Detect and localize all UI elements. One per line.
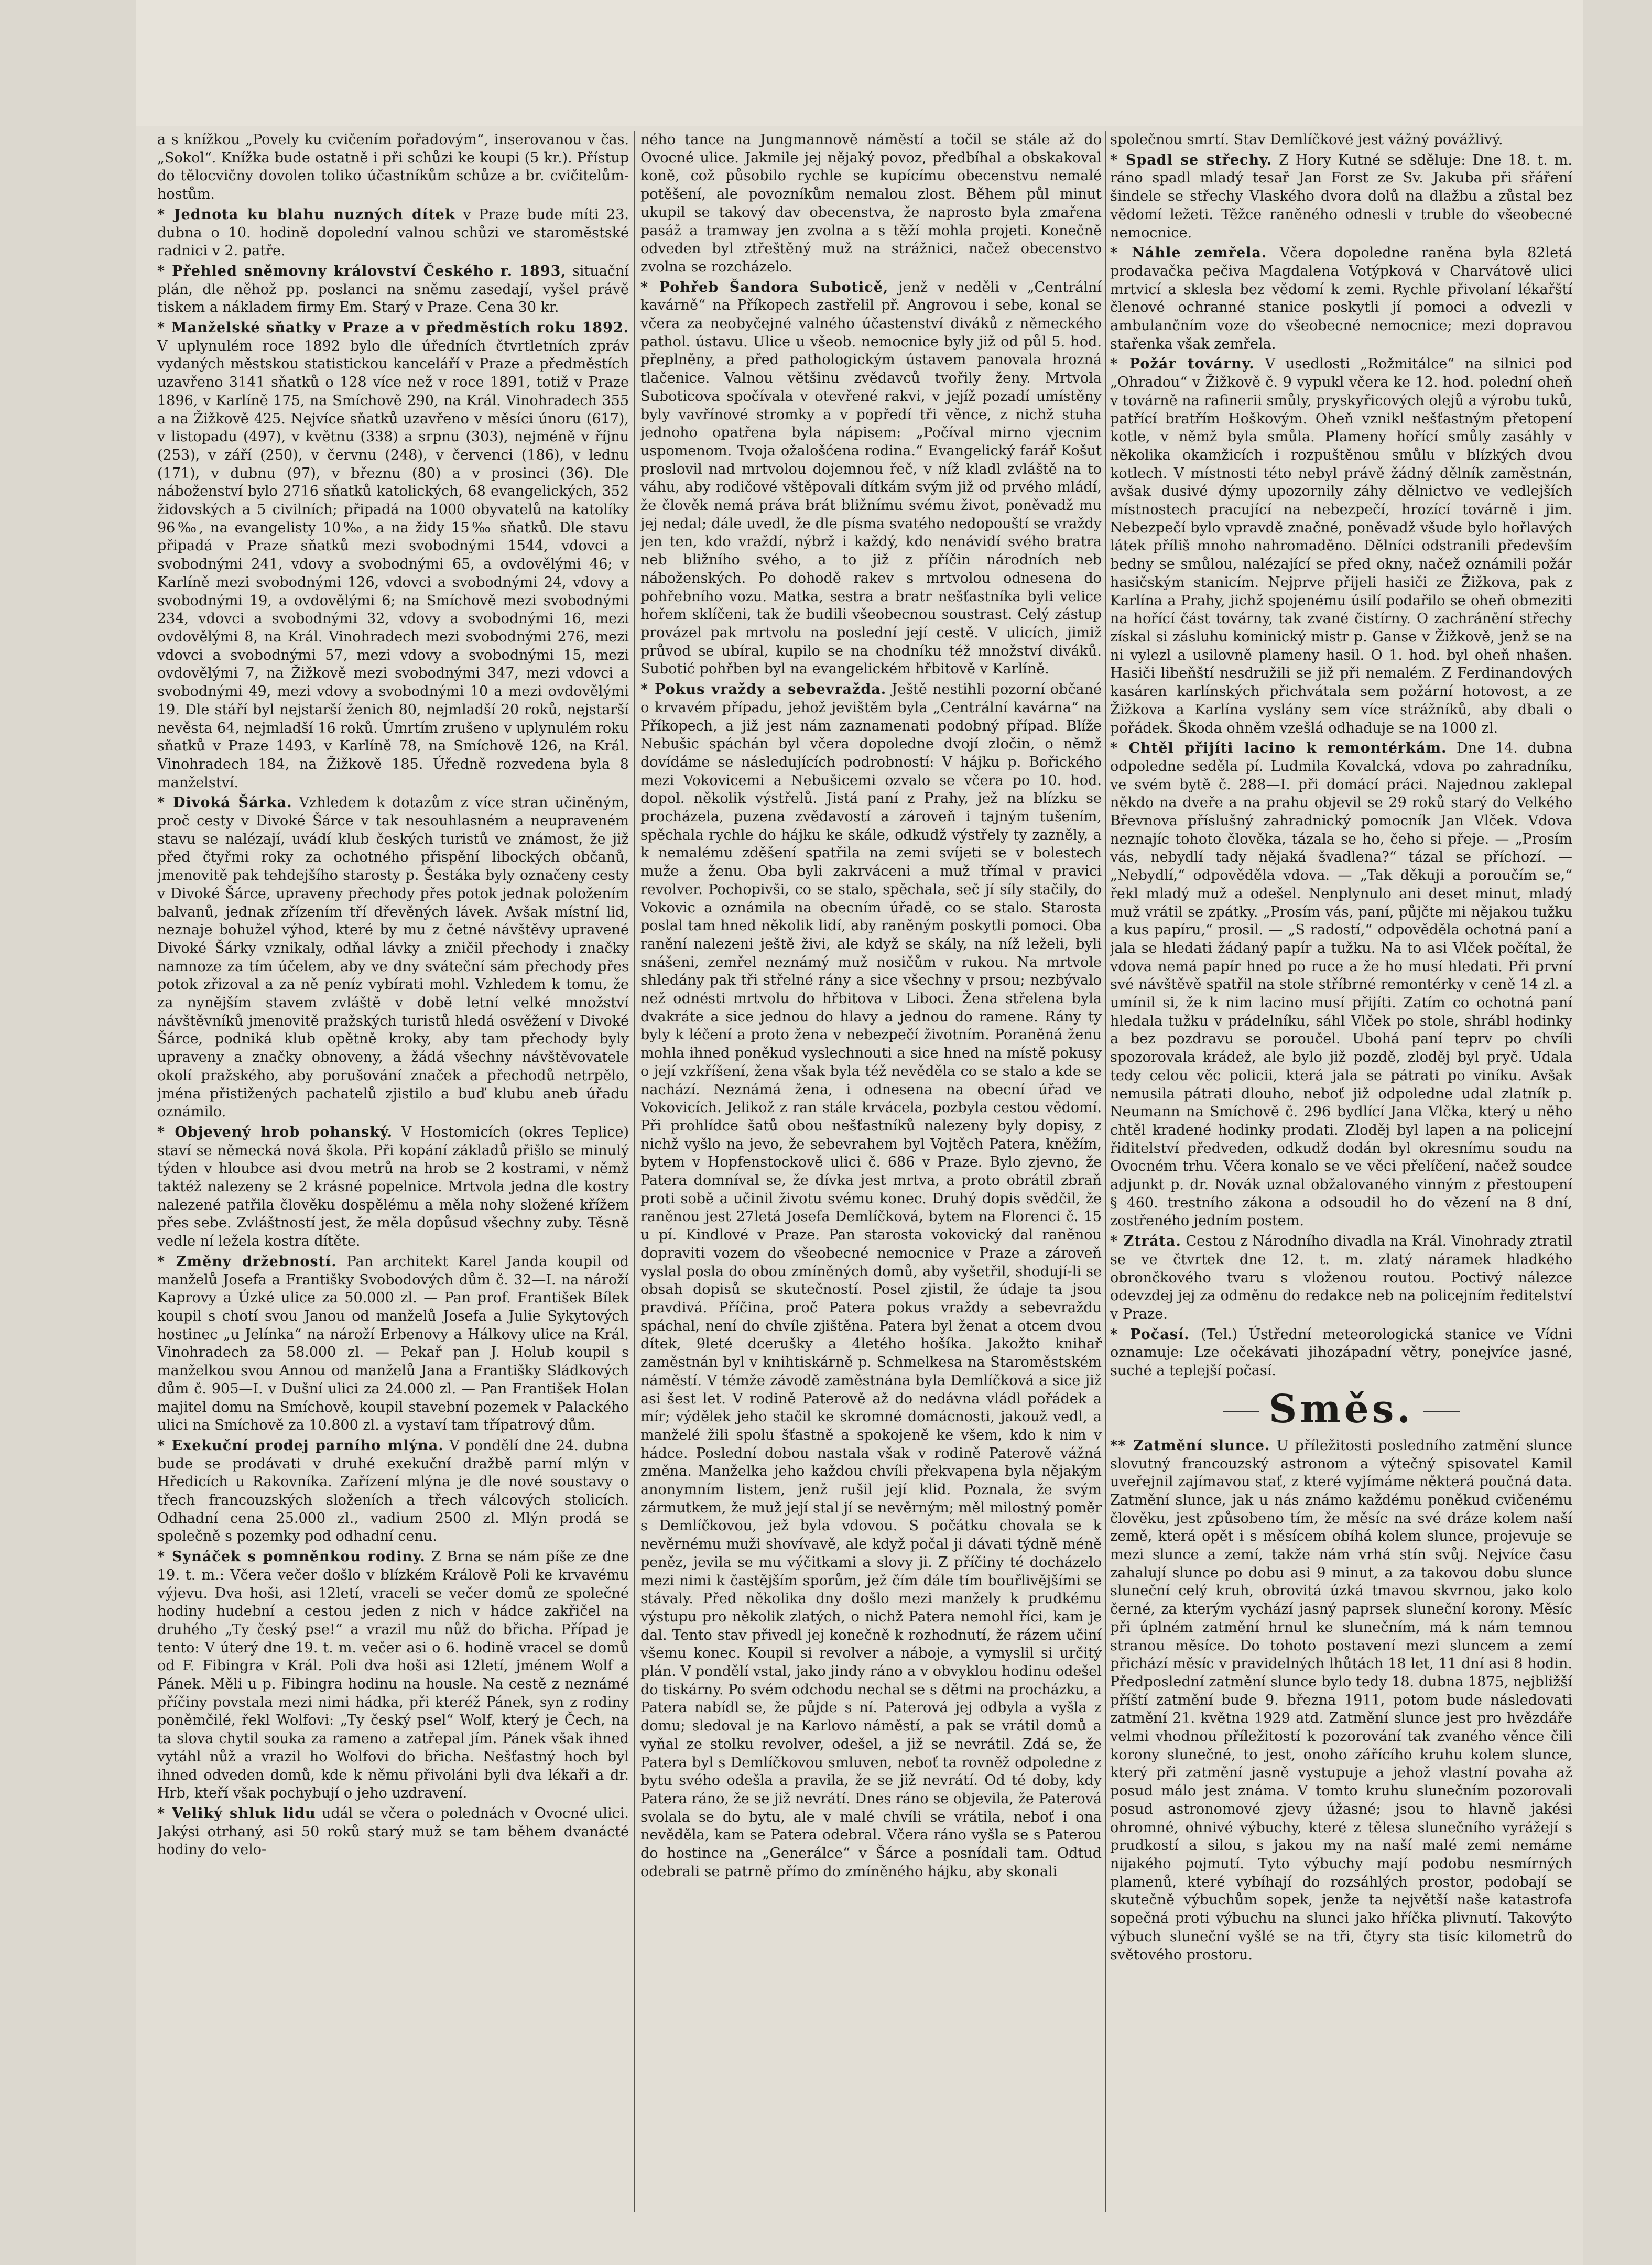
- article-paragraph: [640, 131, 1102, 277]
- article-text: V uplynulém roce 1892 bylo dle úředních čtvrtletních zpráv vydaných městskou statistickou kanceláří v Praze a předměstích uzavřeno 3141 sňatků o 128 více než v roce 1891, totiž v Praze 1896, v Karlíně 175, na Smíchově 290, na Král. Vinohradech 355 a na Žižkově 425. Nejvíce sňatků uzavřeno v měsíci únoru (617), v listopadu (497), v květnu (338) a srpnu (303), nejméně v říjnu (253), v září (250), v červnu (248), v červenci (186), v lednu (171), v dubnu (97), v březnu (80) a v prosinci (36). Dle náboženství bylo 2716 sňatků katolických, 68 evangelických, 352 židovských a 5 civilních; připadá na 1000 obyvatelů na katolíky 96‰, na evangelisty 10‰, a na židy 15‰ sňatků. Dle stavu připadá v Praze sňatků mezi svobodnými 1544, vdovci a svobodnými 241, vdovy a svobodnými 65, a ovdovělými 46; v Karlíně mezi svobodnými 126, vdovci a svobodnými 24, vdovy a svobodnými 19, a ovdovělými 6; na Smíchově mezi svobodnými 234, vdovci a svobodnými 32, vdovy a svobodnými 16, mezi ovdovělými 8, na Král. Vinohradech mezi svobodnými 276, mezi vdovci a svobodnými 57, mezi vdovy a svobodnými 15, mezi ovdovělými 7, na Žižkově mezi svobodnými 347, mezi vdovci a svobodnými 49, mezi vdovy a svobodnými 10 a mezi ovdovělými 19. Dle stáří byl nejstarší ženich 80, nejmladší 20 roků, nejstarší nevěsta 64, nejmladší 16 roků. Úmrtím zrušeno v uplynulém roku sňatků v Praze 1493, v Karlíně 78, na Smíchově 126, na Král. Vinohradech 184, na Žižkově 185. Úředně rozvedena byla 8 manželství.: [157, 337, 629, 791]
- article-paragraph: [1110, 151, 1572, 243]
- article-paragraph: [640, 279, 1102, 679]
- article-headline: * Pohřeb Šandora Suboticě,: [640, 279, 889, 296]
- article-text: ného tance na Jungmannově náměstí a točil se stále až do Ovocné ulice. Jakmile jej nějaký povoz, předbíhal a obskakoval koně, což působilo rychle se kupícímu obecenstvu nemalé potěšení, ale povozníkům nemalou zlost. Během půl minut ukupil se takový dav obecenstva, že naprosto byla zmařena pasáž a tramway jen zvolna a s těží mohla projeti. Konečně odveden byl ztřeštěný muž na strážnici, načež obecenstvo zvolna se rozcházelo.: [640, 132, 1102, 275]
- article-text: společnou smrtí. Stav Demlíčkové jest vážný povážlivý.: [1110, 132, 1503, 148]
- article-text: U příležitosti posledního zatmění slunce slovutný francouzský astronom a výtečný spisovatel Kamil uveřejnil zajímavou stať, z které vyjímáme některá poučná data. Zatmění slunce, jak u nás známo každému poněkud cvičenému člověku, jest způsobeno tím, že měsíc na své dráze kolem naší země, která opět i s měsícem obíhá kolem slunce, projevuje se mezi slunce a zemí, takže nám vrhá stín svůj. Nejvíce času zahalují slunce po dobu asi 9 minut, a za takovou dobu slunce sluneční celý kruh, obrovitá úzká tmavou skvrnou, jako kolo černé, za kterým vychází jasný paprsek sluneční korony. Měsíc při úplném zatmění hrnul ke slunečním, má k nám temnou stranou měsíce. Do tohoto postavení mezi sluncem a zemí přichází měsíc v pravidelných lhůtách 18 let, 11 dní asi 8 hodin. Předposlední zatmění slunce bylo tedy 18. dubna 1875, nejbližší příští zatmění bude 9. března 1911, potom bude následovati zatmění 21. května 1929 atd. Zatmění slunce jest pro hvězdáře velmi vhodnou příležitostí k pozorování tak zvaného věnce čili korony slunečné, to jest, onoho zářícího kruhu kolem slunce, který při zatmění jasně vystupuje a jehož vlastní povaha až posud málo jest známa. V tomto kruhu slunečním pozorovali posud astronomové zjevy úžasné; jsou to hlavně jakési ohromné, ohnivé výbuchy, které z tělesa slunečního vyrážejí s prudkostí a silou, s jakou my na naší malé zemi nemáme nijakého pojmutí. Tyto výbuchy mají podobu nesmírných plamenů, které vybíhají do rozsáhlých prostor, podobají se skutečně výbuchům sopek, jenže ta největší naše katastrofa sopečná proti výbuchu na slunci jako hříčka plivnutí. Takovýto výbuch sluneční vyšlé se na tři, čtyry sta tisíc kilometrů do světového prostoru.: [1110, 1437, 1572, 1963]
- article-text: Včera dopoledne raněna byla 82letá prodavačka pečiva Magdalena Votýpková v Charvátově ulici mrtvicí a sklesla bez vědomí k zemi. Rychle přivolaní lékařští členové ochranné stanice poskytli jí pomoci a odvezli v ambulančním voze do všeobecné nemocnice; mezi dopravou stařenka však zemřela.: [1110, 245, 1572, 352]
- column-divider: [634, 131, 635, 2212]
- article-text: jenž v neděli v „Centrální kavárně“ na Příkopech zastřelil př. Angrovou i sebe, konal se včera za neobyčejné valného účastenství diváků z německého pathol. ústavu. Ulice u všeob. nemocnice byly již od půl 5. hod. přeplněny, a před pathologickým ústavem panovala hrozná tlačenice. Valnou většinu zvědavců tvořily ženy. Mrtvola Suboticova spočívala v otevřené rakvi, v jejíž pozadí umístěny byly vavřínové stromky a v popředí tři věnce, z nichž stuha jednoho opatřena byla nápisem: „Počíval mirno vjecnim uspomenom. Tvoja ožalošćena rodina.“ Evangelický farář Košut proslovil nad mrtvolou dojemnou řeč, v níž kladl zvláště na to váhu, aby rodičové vštěpovali dítkám svým již od prvého mládí, že člověk nemá práva brát bližnímu svému život, poněvadž mu jej nedal; dále uvedl, že dle písma svatého nedopouští se vraždy jen ten, kdo vraždí, nýbrž i každý, kdo nenávidí svého bratra neb bližního svého, a to již z příčin národních neb náboženských. Po dohodě rakev s mrtvolou odnesena do pohřebního vozu. Matka, sestra a bratr nešťastníka byli velice hořem sklíčeni, tak že budili všeobecnou soustrast. Celý zástup provázel pak mrtvolu na poslední její cestě. V ulicích, jimiž průvod se ubíral, kupilo se na chodníku též množství diváků. Subotić pohřben byl na evangelickém hřbitově v Karlíně.: [640, 279, 1102, 678]
- article-paragraph: [157, 319, 629, 792]
- article-text: Z Hory Kutné se sděluje: Dne 18. t. m. ráno spadl mladý tesař Jan Forst ze Sv. Jakuba při sřáření šindele se střechy Vlaského dvora dolů na dlažbu a zůstal bez vědomí ležeti. Těžce raněného odnesli v truble do všeobecné nemocnice.: [1110, 151, 1572, 241]
- article-text: V pondělí dne 24. dubna bude se prodávati v druhé exekuční dražbě parní mlýn v Hředicích u Rakovníka. Zařízení mlýna je dle nové soustavy o třech francouzských složeních a třech válcových stolicích. Odhadní cena 25.000 zl., vadium 2500 zl. Mlýn prodá se společně s pozemky pod odhadní cenu.: [157, 1437, 629, 1545]
- column-divider: [1105, 131, 1106, 2212]
- article-paragraph: [640, 681, 1102, 1881]
- article-headline: * Požár továrny.: [1110, 356, 1255, 373]
- article-text: (Tel.) Ústřední meteorologická stanice ve Vídni oznamuje: Lze očekávati jihozápadní větry, ponejvíce jasné, suché a teplejší počasí.: [1110, 1326, 1572, 1379]
- article-headline: * Veliký shluk lidu: [157, 1805, 316, 1822]
- article-paragraph: [157, 794, 629, 1121]
- page-left-margin: [0, 0, 136, 2265]
- article-text: V Hostomicích (okres Teplice) staví se německá nová škola. Při kopání základů přišlo se minulý týden v hloubce asi dvou metrů na hrob se 2 kostrami, v němž taktéž nalezeny se 2 krásné popelnice. Mrtvola jedna dle kostry nalezené patřila člověku dospělému a měla nohy složené křížem přes sebe. Zvláštností jest, že měla dopůsud všechny zuby. Těsně vedle ní ležela kostra dítěte.: [157, 1124, 629, 1250]
- article-headline: ** Zatmění slunce.: [1110, 1437, 1270, 1454]
- article-text: Z Brna se nám píše ze dne 19. t. m.: Včera večer došlo v blízkém Králově Poli ke krvavému výjevu. Dva hoši, asi 12letí, vraceli se večer domů ze společné hodiny hudební a cestou jeden z nich v hádce zakřičel na druhého „Ty český pse!“ a vrazil mu nůž do břicha. Případ je tento: V úterý dne 19. t. m. večer asi o 6. hodině vracel se domů od F. Fibingra v Král. Poli dva hoši asi 12letí, jménem Wolf a Pánek. Měli u p. Fibingra hodinu na housle. Na cestě z neznámé příčiny povstala mezi nimi hádka, při kteréž Pánek, syn z rodiny poněmčilé, řekl Wolfovi: „Ty český psel“ Wolf, který je Čech, na ta slova chytil souka za rameno a zatřepal jím. Pánek však ihned vytáhl nůž a vrazil ho Wolfovi do břicha. Nešťastný hoch byl ihned odveden domů, kde k němu přivoláni byli dva lékaři a dr. Hrb, kteří však pochybují o jeho uzdravení.: [157, 1549, 629, 1802]
- page-right-margin: [1583, 0, 1652, 2265]
- column-3: [1110, 131, 1572, 2212]
- article-headline: * Přehled sněmovny království Českého r. 1893,: [157, 263, 567, 279]
- article-paragraph: [1110, 739, 1572, 1230]
- article-headline: * Manželské sňatky v Praze a v předměstích roku 1892.: [157, 320, 629, 336]
- article-headline: * Exekuční prodej parního mlýna.: [157, 1437, 444, 1454]
- article-paragraph: [1110, 131, 1572, 149]
- article-text: Pan architekt Karel Janda koupil od manželů Josefa a Františky Svobodových dům č. 32—I. na nároží Kaprovy a Úzké ulice za 50.000 zl. — Pan prof. František Bílek koupil s chotí svou Janou od manželů Josefa a Julie Sykytových hostinec „u Jelínka“ na nároží Erbenovy a Hálkovy ulice na Král. Vinohradech za 58.000 zl. — Pekař pan J. Holub koupil s manželkou svou Annou od manželů Jana a Františky Sládkových dům č. 905—I. v Dušní ulici za 24.000 zl. — Pan František Holan majitel domu na Smíchově, koupil stavební pozemek v Palackého ulici na Smíchově za 10.800 zl. a vystaví tam třípatrový dům.: [157, 1253, 629, 1434]
- article-paragraph: [157, 1548, 629, 1803]
- article-headline: * Divoká Šárka.: [157, 794, 292, 811]
- article-paragraph: [157, 1437, 629, 1546]
- article-text: Ještě nestihli pozorní občané o krvavém případu, jehož jevištěm byla „Centrální kavárna“ na Příkopech, a již jest nám zaznamenati podobný případ. Blíže Nebušic spáchán byl včera dopoledne dvojí zločin, o němž dovídáme se následujících podrobností: V hájku p. Bořického mezi Vokovicemi a Nebušicemi ozvalo se včera po 10. hod. dopol. několik výstřelů. Jistá paní z Prahy, jež na blízku se procházela, puzena zvědavostí a zároveň i tajným tušením, spěchala rychle do hájku ke skále, odkudž výstřely ty zazněly, a k nemalému zděšení spatřila na zemi svíjeti se v bolestech muže a ženu. Oba byli zakrváceni a muž třímal v pravici revolver. Pochopivši, co se stalo, spěchala, seč jí síly stačily, do Vokovic a oznámila na obecním úřadě, co se stalo. Starosta poslal tam hned několik lidí, aby raněným poskytli pomoci. Oba ranění nalezeni ještě živi, ale když se skály, na níž leželi, byli snášeni, zemřel neznámý muž nosičům v rukou. Na mrtvole shledány pak tři střelné rány a sice všechny v prsou; nezbývalo než odnésti mrtvolu do hřbitova v Liboci. Žena střelena byla dvakráte a sice jednou do hlavy a jednou do ramene. Rány ty byly k léčení a proto žena v nebezpečí životním. Poraněná ženu mohla ihned poněkud vyslechnouti a sice hned na místě pokusy o její vzkříšení, žena však byla též nevěděla co se stalo a kde se nachází. Neznámá žena, i odnesena na obecní úřad ve Vokovicích. Jelikož z ran stále krvácela, pozbyla cestou vědomí. Při prohlídce šatů obou nešťastníků nalezeny byly dopisy, z nichž vyšlo na jevo, že sebevrahem byl Vojtěch Patera, kněžím, bytem v Hopfenstockově ulici č. 686 v Praze. Bylo zjevno, že Patera domníval se, že dívka jest mrtva, a proto obrátil zbraň proti sobě a učinil životu svému konec. Druhý dopis svědčil, že raněnou jest 27letá Josefa Demlíčková, bytem na Florenci č. 15 u pí. Kindlové v Praze. Pan starosta vokovický dal raněnou dopraviti vozem do všeobecné nemocnice v Praze a zároveň vyslal posla do obou zmíněných domů, aby vyšetřil, shodují-li se obsah dopisů se skutečností. Posel zjistil, že údaje ta jsou pravdivá. Příčina, proč Patera pokus vraždy a sebevraždu spáchal, není do chvíle zjištěna. Patera byl ženat a otcem dvou dítek, 9leté dcerušky a 4letého hošíka. Jakožto knihař zaměstnán byl v knihtiskárně p. Schmelkesa na Staroměstském náměstí. V témže závodě zaměstnána byla Demlíčková a sice již asi šest let. V rodině Paterově až do nedávna vládl pořádek a mír; výdělek jeho stačil ke skromné domácnosti, jakouž vedl, a manželé žili spolu šťastně a spokojeně ke všem, kdo k nim v hádce. Poslední dobou nastala však v rodině Paterově vážná změna. Manželka jeho každou chvíli překvapena byla nějakým anonymním listem, jenž rušil její klid. Poznala, že svým zármutkem, že muž její stal jí se nevěrným; měl milostný poměr s Demlíčkovou, jež byla vdovou. S počátku chovala se k nevěrnému muži shovívavě, ale když počal ji dávati týdně méně peněz, jevila se mu výčitkami a slovy ji. Z příčiny té docházelo mezi nimi k častějším sporům, jež čím dále tím bouřlivějšími se stávaly. Před několika dny došlo mezi manžely k prudkému výstupu pro několik zlatých, o nichž Patera nemohl říci, kam je dal. Tento stav přivedl jej konečně k rozhodnutí, že rázem učiní všemu konec. Koupil si revolver a náboje, a vymyslil si určitý plán. V pondělí vstal, jako jindy ráno a v obvyklou hodinu odešel do tiskárny. Po svém odchodu nechal se s dětmi na procházku, a Patera nabídl se, že půjde s ní. Paterová jej odbyla a vyšla z domu; sledoval je na Karlovo náměstí, a pak se vrátil domů a vyňal ze stolku revolver, odešel, a již se nevrátil. Zdá se, že Patera byl s Demlíčkovou smluven, neboť ta rovněž odpoledne z bytu svého odešla a pravila, že se již nevrátí. Od té doby, kdy Patera ráno, že se již nevrátí. Dnes ráno se objevila, že Paterová svolala se do bytu, ale v malé chvíli se vrátila, neboť i ona nevěděla, kam se Patera odebral. Včera ráno vyšla se s Paterou do hostince na „Generálce“ v Šárce a posnídali tam. Odtud odebrali se patrně přímo do zmíněného hájku, aby skonali: [640, 681, 1102, 1880]
- article-paragraph: [157, 1253, 629, 1435]
- article-paragraph: [1110, 1437, 1572, 1964]
- article-text: udál se včera o polednách v Ovocné ulici. Jakýsi otrhaný, asi 50 roků starý muž se tam během dvanácté hodiny do velo-: [157, 1805, 629, 1858]
- column-1: [157, 131, 629, 2212]
- column-2: [640, 131, 1102, 2212]
- article-headline: * Změny držebností.: [157, 1253, 337, 1270]
- article-text: situační plán, dle něhož pp. poslanci na sněmu zasedají, vyšel právě tiskem a nákladem firmy Em. Starý v Praze. Cena 30 kr.: [157, 263, 629, 316]
- article-text: V usedlosti „Rožmitálce“ na silnici pod „Ohradou“ v Žižkově č. 9 vypukl včera ke 12. hod. polední oheň v továrně na rafinerii smůly, pryskyřicových olejů a výrobu tuků, patřící bratřím Hoškovým. Oheň vznikl nešťastným přetopení kotle, v němž byla smůla. Plameny hořící smůly zasáhly v několika okamžicích i rozpuštěnou smůlu v blízkých dvou kotlech. V místnosti této nebyl právě žádný dělník zaměstnán, avšak dusivé dýmy upozornily záhy dělnictvo ve vedlejších místnostech pracující na nebezpečí, hrozící továrně i jim. Nebezpečí bylo vpravdě značné, poněvadž všude bylo hořlavých látek příliš mnoho nahromaděno. Dělníci odstranili především bedny se smůlou, nalézající se před okny, načež oznámili požár hasičským stanicím. Nejprve přijeli hasiči ze Žižkova, pak z Karlína a Prahy, jichž spojenému úsilí podařilo se oheň obmeziti na hořící část továrny, tak zvané čistírny. O zachránění střechy získal si zásluhu kominický mistr p. Ganse v Žižkově, jenž se na ni vylezl a usilovně plameny hasil. O 1. hod. byl oheň nhašen. Hasiči libeňští nesdružili se již při nemalém. Z Ferdinandových kasáren karlínských přichvátala sem požární hotovost, a ze Žižkova a Karlína vyslány sem více strážníků, aby dbali o pořádek. Škoda ohněm vzešlá odhaduje se na 1000 zl.: [1110, 356, 1572, 736]
- article-paragraph: [1110, 1326, 1572, 1380]
- article-headline: * Ztráta.: [1110, 1233, 1181, 1250]
- article-headline: * Pokus vraždy a sebevražda.: [640, 681, 887, 698]
- article-headline: * Synáček s pomněnkou rodiny.: [157, 1549, 426, 1565]
- article-paragraph: [157, 1805, 629, 1859]
- article-paragraph: [157, 206, 629, 260]
- article-headline: * Objevený hrob pohanský.: [157, 1124, 393, 1140]
- article-headline: * Jednota ku blahu nuzných dítek: [157, 206, 455, 223]
- article-text: Cestou z Národního divadla na Král. Vinohrady ztratil se ve čtvrtek dne 12. t. m. zlatý náramek hladkého obrončkového tvaru s vloženou routou. Poctivý nálezce odevzdej jej za odměnu do redakce neb na policejním ředitelství v Praze.: [1110, 1233, 1572, 1322]
- article-paragraph: [157, 263, 629, 317]
- article-paragraph: [157, 131, 629, 204]
- article-headline: * Chtěl přijíti lacino k remontérkám.: [1110, 740, 1447, 757]
- article-paragraph: [1110, 1233, 1572, 1324]
- article-text: Vzhledem k dotazům z více stran učiněným, proč cesty v Divoké Šárce v tak nesouhlasném a neupraveném stavu se nalézají, uvádí klub českých turistů ve známost, že již před čtyřmi roky za ochotného přispění libockých občanů, jmenovitě pak tehdejšího starosty p. Šestáka byly označeny cesty v Divoké Šárce, upraveny přechody přes potok jednak položením balvanů, jednak zřízením tří dřevěných lávek. Avšak místní lid, neznaje bohužel výhod, které by mu z četné návštěvy upravené Divoké Šárky vznikaly, odňal lávky a zničil přechody i značky namnoze za tím účelem, aby ve dny sváteční sám přechody přes potok zřizoval a za ně peníz vybírati mohl. Vzhledem k tomu, že za nynějším stavem zvláště v době letní velké množství návštěvníků jmenovitě pražských turistů hledá osvěžení v Divoké Šárce, podniká klub opětně kroky, aby tam přechody byly upraveny a značky obnoveny, a žádá všechny návštěvovatele okolí pražského, aby porušování značek a přechodů netrpělo, jména přistižených pachatelů zjistilo a buď klubu aneb úřadu oznámilo.: [157, 794, 629, 1120]
- article-paragraph: [1110, 244, 1572, 353]
- article-text: a s knížkou „Povely ku cvičením pořadovým“, inserovanou v čas. „Sokol“. Knížka bude ostatně i při schůzi ke koupi (5 kr.). Přístup do tělocvičny dovolen toliko účastníkům schůze a br. cvičitelům-hostům.: [157, 132, 629, 203]
- article-paragraph: [157, 1124, 629, 1251]
- article-headline: * Náhle zemřela.: [1110, 245, 1267, 262]
- page-top-margin: [0, 0, 1652, 126]
- section-title: Směs.: [1110, 1387, 1572, 1432]
- article-paragraph: [1110, 355, 1572, 737]
- article-headline: * Počasí.: [1110, 1326, 1190, 1343]
- article-text: v Praze bude míti 23. dubna o 10. hodině dopolední valnou schůzi ve staroměstské radnici v 2. patře.: [157, 206, 629, 259]
- article-headline: * Spadl se střechy.: [1110, 151, 1273, 168]
- article-text: Dne 14. dubna odpoledne seděla pí. Ludmila Kovalcká, vdova po zahradníku, ve svém bytě č. 288—I. při domácí práci. Najednou zaklepal někdo na dveře a na prahu objevil se 29 roků starý do Velkého Břevnova příslušný zahradnický pomocník Jan Vlček. Vdova neznajíc tohoto člověka, tázala se ho, čeho si přeje. — „Prosím vás, nebydlí tady nějaká švadlena?“ tázal se příchozí. — „Nebydlí,“ odpověděla vdova. — „Tak děkuji a poroučím se,“ řekl mladý muž a odešel. Nenplynulo ani deset minut, mladý muž vrátil se zpátky. „Prosím vás, paní, půjčte mi nějakou tužku a kus papíru,“ prosil. — „S radostí,“ odpověděla ochotná paní a jala se hledati žádaný papír a tužku. Na to asi Vlček počítal, že vdova nemá papír hned po ruce a že ho musí hledati. Při první své návštěvě spatřil na stole stříbrné remontérky v ceně 14 zl. a umínil si, že k nim lacino musí přijíti. Zatím co ochotná paní hledala tužku v prádelníku, sáhl Vlček po stole, shrábl hodinky a bez pozdravu se poroučel. Ubohá paní teprv po chvíli spozorovala krádež, ale bylo již pozdě, zloděj byl pryč. Udala tedy celou věc policii, která jala se pátrati po viníku. Avšak nemusila pátrati dlouho, neboť již odpoledne udal zlatník p. Neumann na Smíchově č. 296 bydlící Jana Vlčka, který u něho chtěl kradené hodinky prodati. Zloděj byl lapen a na policejní řiditelství předveden, odkudž dodán byl okresnímu soudu na Ovocném trhu. Včera konalo se ve věci přelíčení, načež soudce adjunkt p. dr. Novák uznal obžalovaného vinným z přestoupení § 460. trestního zákona a odsoudil ho do vězení na 8 dní, zostřeného jedním postem.: [1110, 740, 1572, 1229]
